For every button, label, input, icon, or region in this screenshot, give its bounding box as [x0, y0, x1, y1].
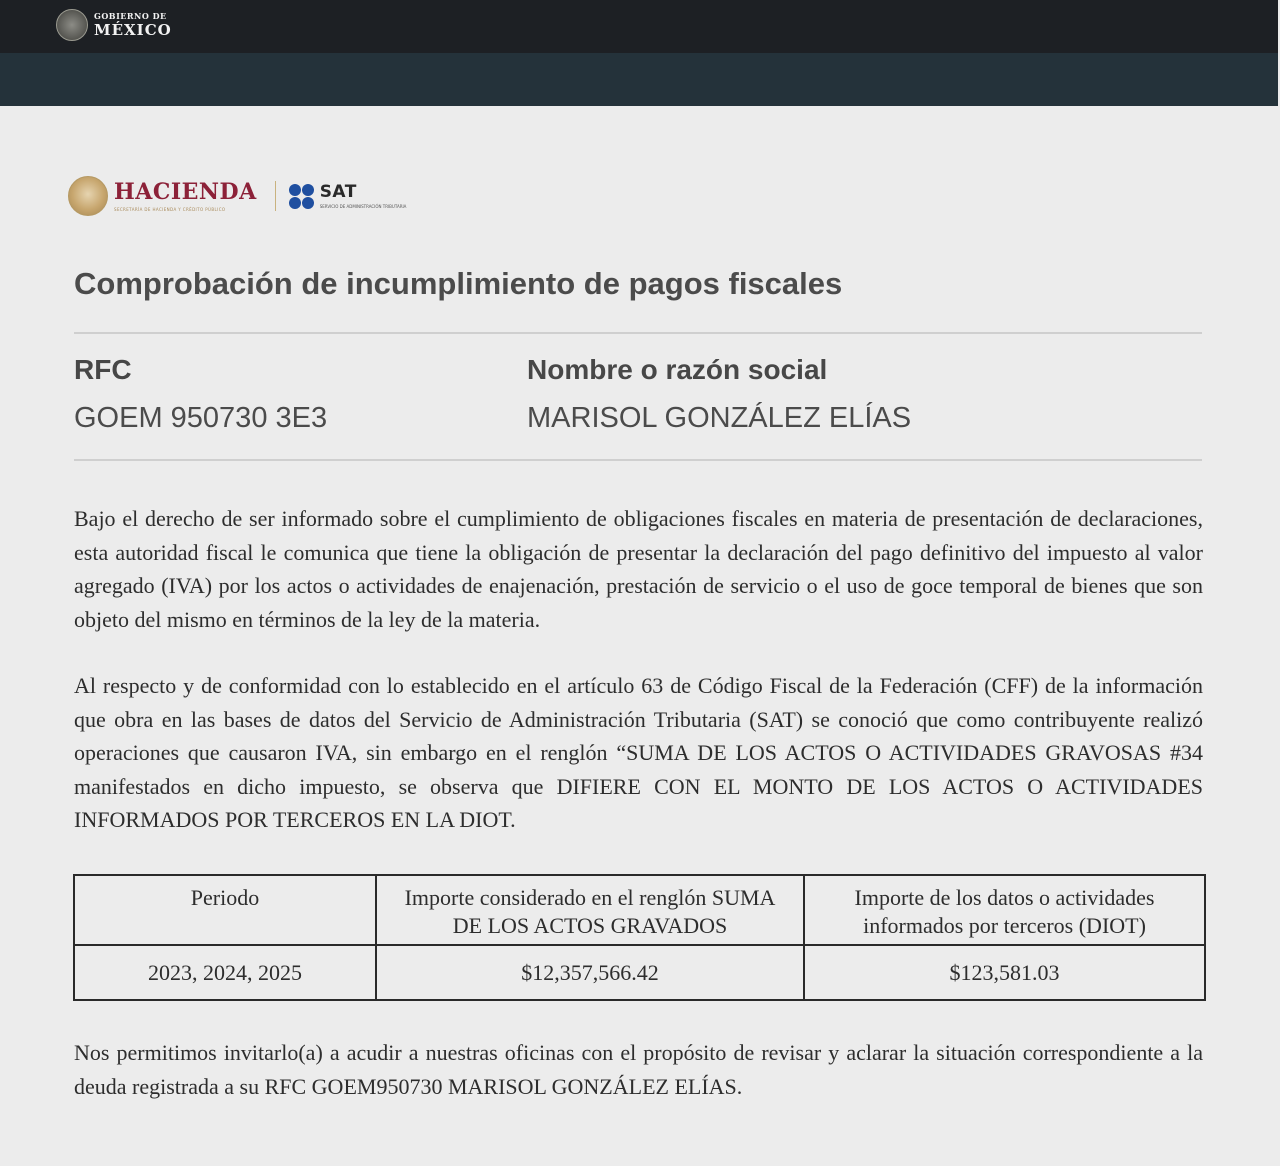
- cell-periodo: 2023, 2024, 2025: [74, 945, 376, 1000]
- brand-divider: [275, 181, 276, 211]
- name-value: MARISOL GONZÁLEZ ELÍAS: [527, 402, 912, 434]
- header-importe-diot: Importe de los datos o actividades informados por terceros (DIOT): [804, 875, 1205, 945]
- page-title: Comprobación de incumplimiento de pagos fiscales: [74, 266, 843, 301]
- paragraph-notice: Bajo el derecho de ser informado sobre el cumplimiento de obligaciones fiscales en materia de presentación de declaraciones, esta autoridad fiscal le comunica que tiene la obligación de presentar la declaración del pago definitivo del impuesto al valor agregado (IVA) por los actos o actividades de enajenación, prestación de servicio o el uso de goce temporal de bienes que son objeto del mismo en términos de la ley de la materia.: [74, 506, 1203, 632]
- hacienda-subtitle: SECRETARÍA DE HACIENDA Y CRÉDITO PÚBLICO: [114, 206, 226, 212]
- gobierno-mexico-wordmark: [94, 12, 172, 38]
- table-header-row: [74, 875, 1205, 945]
- gob-big-text: MÉXICO: [94, 21, 172, 39]
- mexico-seal-icon: [56, 9, 88, 41]
- paragraph-invitation: Nos permitimos invitarlo(a) a acudir a nuestras oficinas con el propósito de revisar y aclarar la situación correspondiente a la deuda registrada a su RFC GOEM950730 MARISOL GONZÁLEZ ELÍAS.: [74, 1040, 1203, 1099]
- hacienda-seal-icon: [68, 176, 108, 216]
- sat-wordmark: SAT: [319, 181, 357, 202]
- sat-subtitle: SERVICIO DE ADMINISTRACIÓN TRIBUTARIA: [319, 203, 407, 209]
- rfc-label: RFC: [74, 354, 132, 385]
- cell-importe-gravados: $12,357,566.42: [376, 945, 804, 1000]
- brand-logos: [68, 176, 406, 216]
- sat-logo: [289, 181, 407, 209]
- header-periodo: Periodo: [74, 875, 376, 945]
- gob-small-text: GOBIERNO DE: [94, 11, 167, 21]
- debt-table: [73, 874, 1206, 1001]
- divider-bottom: [74, 459, 1202, 461]
- sat-dots-icon: [289, 184, 314, 209]
- navigation-bar: [0, 53, 1278, 106]
- paragraph-diot: Al respecto y de conformidad con lo establecido en el artículo 63 de Código Fiscal de la Federación (CFF) de la información que obra en las bases de datos del Servicio de Administración Tributaria (SAT) se conoció que como contribuyente realizó operaciones que causaron IVA, sin embargo en el renglón “SUMA DE LOS ACTOS O ACTIVIDADES GRAVOSAS #34 manifestados en dicho impuesto, se observa que DIFIERE CON EL MONTO DE LOS ACTOS O ACTIVIDADES INFORMADOS POR TERCEROS EN LA DIOT.: [74, 673, 1203, 833]
- table-row: [74, 945, 1205, 1000]
- cell-importe-diot: $123,581.03: [804, 945, 1205, 1000]
- top-bar: [0, 0, 1278, 53]
- rfc-value: GOEM 950730 3E3: [74, 402, 328, 434]
- gobierno-mexico-logo[interactable]: [56, 9, 172, 41]
- name-label: Nombre o razón social: [527, 354, 828, 385]
- hacienda-wordmark: HACIENDA: [114, 178, 257, 205]
- hacienda-logo: [114, 178, 257, 212]
- header-importe-gravados: Importe considerado en el renglón SUMA DE LOS ACTOS GRAVADOS: [376, 875, 804, 945]
- divider-top: [74, 332, 1202, 334]
